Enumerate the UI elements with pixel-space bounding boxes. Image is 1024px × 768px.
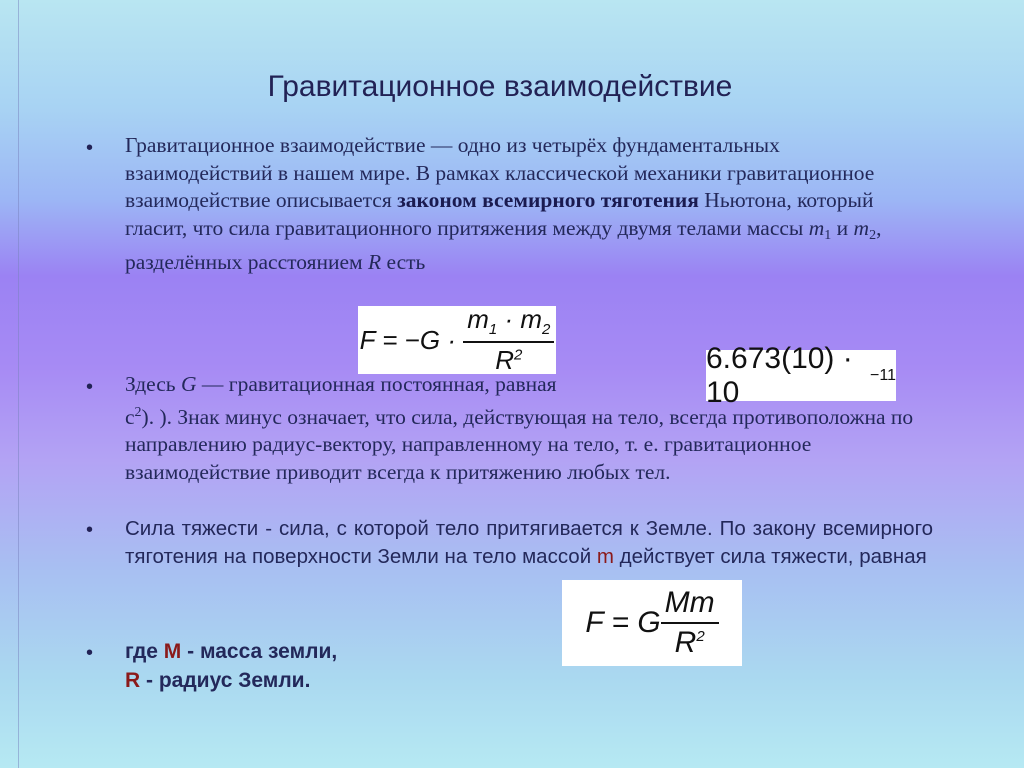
paragraph-gravitational-constant: Здесь G — гравитационная постоянная, равная $с^2$). ). Знак минус означает, что сила, действующая на тело, всегда противоположна по направлению радиус-вектору, направленному на тело, т. е. гравитационное взаимодействие приводит всегда к притяжению любых тел. [125,372,914,484]
formula-gravitational-constant: 6.673(10) · 10 −11 [706,341,896,409]
bullet-1: • [86,137,94,159]
paragraph-gravitation-intro: Гравитационное взаимодействие — одно из четырёх фундаментальных взаимодействий в нашем мире. В рамках классической механики гравитационное взаимодействие описывается законом всемирного тяготения Ньютона, который гласит, что сила гравитационного притяжения между двумя телами массы $m_1$ и $m_2$, разделённых расстоянием R есть [125,133,882,274]
formula-newton-law: F = −G · $\frac{m_1 \cdot m_2}{R^2}$ [358,306,556,374]
bullet-2: • [86,376,94,398]
bullet-4: • [86,642,94,664]
paragraph-gravity-force: Сила тяжести - сила, с которой тело притягивается к Земле. По закону всемирного тяготения на поверхности Земли на тело массой m действует сила тяжести, равная [125,517,933,568]
bullet-3: • [86,519,94,541]
symbol-R: R [125,669,141,692]
paragraph-legend: где M - масса земли, R - радиус Земли. [125,640,338,692]
symbol-M: M [163,640,182,663]
bold-newton-law: законом всемирного тяготения [397,188,699,212]
formula-gravity-force: F = G $\frac{Mm}{R^2}$ [562,580,742,666]
mass-m-highlight: m [596,544,614,568]
slide-title: Гравитационное взаимодействие [267,70,733,103]
